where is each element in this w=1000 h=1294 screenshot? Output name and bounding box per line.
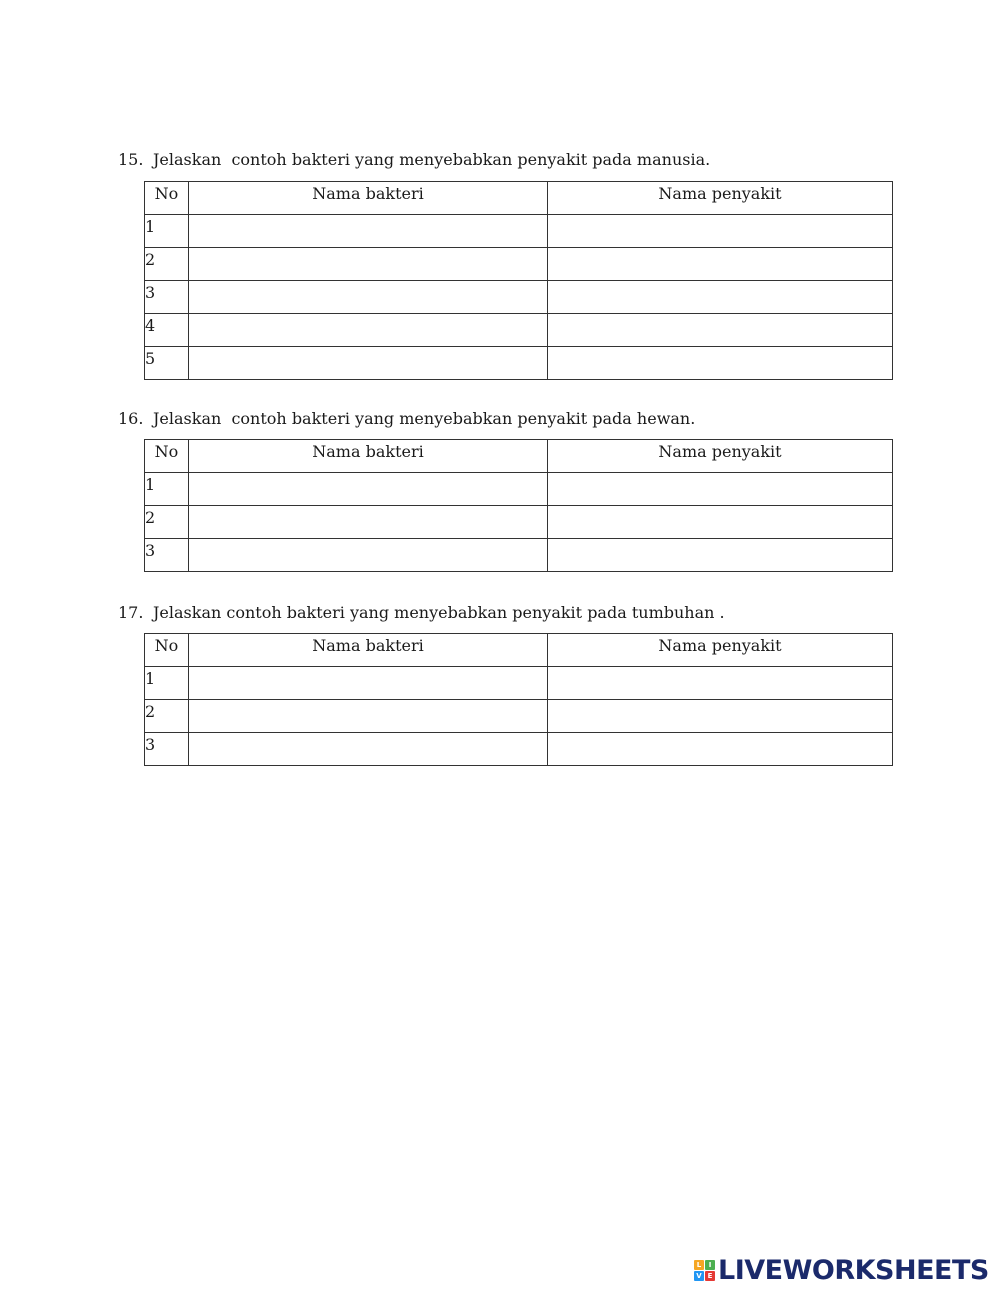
question-text: Jelaskan contoh bakteri yang menyebabkan penyakit pada tumbuhan . xyxy=(153,603,725,622)
table-row xyxy=(145,473,893,506)
bakteri-input-cell[interactable] xyxy=(189,248,548,281)
penyakit-input-cell[interactable] xyxy=(548,215,893,248)
question-text: Jelaskan contoh bakteri yang menyebabkan penyakit pada manusia. xyxy=(153,150,711,169)
table-header-row xyxy=(145,634,893,667)
header-no: No xyxy=(145,634,189,667)
answer-table xyxy=(144,439,893,572)
header-no: No xyxy=(145,182,189,215)
penyakit-input-cell[interactable] xyxy=(548,314,893,347)
question-number: 15. xyxy=(118,150,144,169)
table-row xyxy=(145,506,893,539)
bakteri-input-cell[interactable] xyxy=(189,314,548,347)
question-17 xyxy=(118,603,898,754)
question-text: Jelaskan contoh bakteri yang menyebabkan penyakit pada hewan. xyxy=(153,409,696,428)
penyakit-input-cell[interactable] xyxy=(548,700,893,733)
bakteri-input-cell[interactable] xyxy=(189,700,548,733)
row-number: 3 xyxy=(145,281,189,314)
table-row xyxy=(145,667,893,700)
header-nama-bakteri: Nama bakteri xyxy=(189,440,548,473)
question-number: 17. xyxy=(118,603,144,622)
table-row xyxy=(145,539,893,572)
logo-mark-tile: L xyxy=(694,1260,704,1270)
bakteri-input-cell[interactable] xyxy=(189,281,548,314)
bakteri-input-cell[interactable] xyxy=(189,473,548,506)
row-number: 1 xyxy=(145,473,189,506)
header-nama-penyakit: Nama penyakit xyxy=(548,634,893,667)
bakteri-input-cell[interactable] xyxy=(189,733,548,766)
penyakit-input-cell[interactable] xyxy=(548,248,893,281)
table-row xyxy=(145,700,893,733)
row-number: 3 xyxy=(145,733,189,766)
liveworksheets-logo xyxy=(694,1255,989,1285)
table-header-row xyxy=(145,440,893,473)
logo-text: LIVEWORKSHEETS xyxy=(718,1254,989,1286)
question-15 xyxy=(118,150,898,368)
header-nama-bakteri: Nama bakteri xyxy=(189,182,548,215)
row-number: 3 xyxy=(145,539,189,572)
penyakit-input-cell[interactable] xyxy=(548,667,893,700)
penyakit-input-cell[interactable] xyxy=(548,733,893,766)
table-row xyxy=(145,248,893,281)
bakteri-input-cell[interactable] xyxy=(189,667,548,700)
logo-mark-icon xyxy=(694,1260,715,1281)
header-no: No xyxy=(145,440,189,473)
row-number: 2 xyxy=(145,700,189,733)
table-row xyxy=(145,215,893,248)
row-number: 2 xyxy=(145,506,189,539)
logo-mark-tile: E xyxy=(705,1271,715,1281)
logo-mark-tile: I xyxy=(705,1260,715,1270)
row-number: 5 xyxy=(145,347,189,380)
penyakit-input-cell[interactable] xyxy=(548,281,893,314)
table-header-row xyxy=(145,182,893,215)
penyakit-input-cell[interactable] xyxy=(548,506,893,539)
bakteri-input-cell[interactable] xyxy=(189,506,548,539)
header-nama-bakteri: Nama bakteri xyxy=(189,634,548,667)
penyakit-input-cell[interactable] xyxy=(548,473,893,506)
table-row xyxy=(145,733,893,766)
row-number: 1 xyxy=(145,215,189,248)
header-nama-penyakit: Nama penyakit xyxy=(548,182,893,215)
table-row xyxy=(145,347,893,380)
penyakit-input-cell[interactable] xyxy=(548,539,893,572)
question-prompt xyxy=(118,409,898,429)
question-number: 16. xyxy=(118,409,144,428)
penyakit-input-cell[interactable] xyxy=(548,347,893,380)
bakteri-input-cell[interactable] xyxy=(189,539,548,572)
table-row xyxy=(145,281,893,314)
table-row xyxy=(145,314,893,347)
logo-mark-tile: V xyxy=(694,1271,704,1281)
question-prompt xyxy=(118,150,898,170)
row-number: 4 xyxy=(145,314,189,347)
answer-table xyxy=(144,633,893,766)
answer-table xyxy=(144,181,893,380)
bakteri-input-cell[interactable] xyxy=(189,347,548,380)
question-prompt xyxy=(118,603,898,623)
question-16 xyxy=(118,409,898,560)
header-nama-penyakit: Nama penyakit xyxy=(548,440,893,473)
row-number: 1 xyxy=(145,667,189,700)
bakteri-input-cell[interactable] xyxy=(189,215,548,248)
row-number: 2 xyxy=(145,248,189,281)
